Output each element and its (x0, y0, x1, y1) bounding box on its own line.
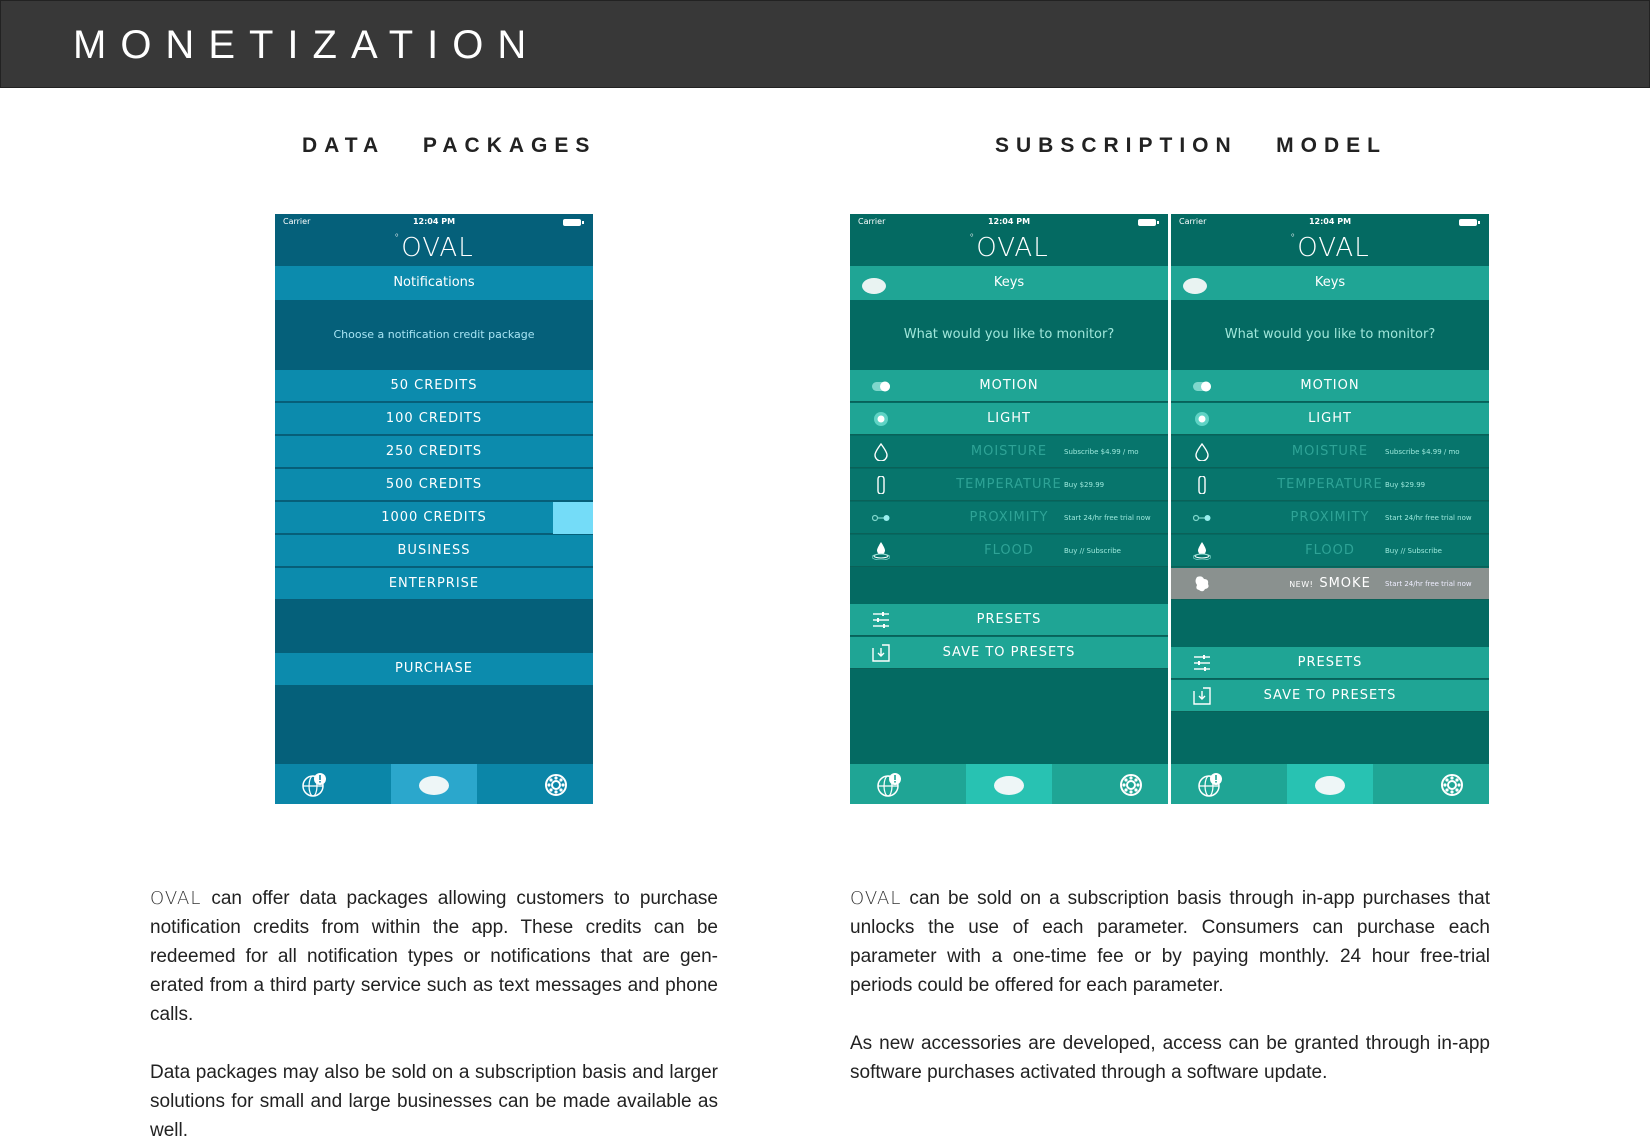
param-moisture[interactable]: MOISTURE Subscribe $4.99 / mo (1171, 436, 1489, 468)
param-temperature[interactable]: TEMPERATURE Buy $29.99 (1171, 469, 1489, 501)
price-note[interactable]: Subscribe $4.99 / mo (1064, 448, 1139, 456)
param-motion[interactable]: MOTION (850, 370, 1168, 402)
param-moisture[interactable]: MOISTURE Subscribe $4.99 / mo (850, 436, 1168, 468)
thermometer-icon (872, 476, 890, 494)
tab-bar (1171, 764, 1489, 804)
light-dot-icon (1193, 410, 1211, 428)
data-packages-heading: DATA PACKAGES (302, 134, 597, 157)
flood-icon (872, 542, 890, 560)
save-to-presets-button[interactable]: SAVE TO PRESETS (1171, 680, 1489, 712)
subscription-paragraph-1: OVAL can be sold on a subscription basis through in-app purchases that unlocks the use of each parameter. Consumers can purchase each parameter with a one-time fee or by paying monthly. 24 hour free-trial periods could be offered for each parameter. (850, 888, 1490, 996)
carrier-label: Carrier (858, 217, 886, 226)
tab-settings[interactable] (1373, 764, 1489, 804)
oval-logo: °OVAL (394, 233, 474, 263)
notifications-title: Notifications (275, 266, 593, 300)
param-motion[interactable]: MOTION (1171, 370, 1489, 402)
light-dot-icon (872, 410, 890, 428)
subscription-model-heading: SUBSCRIPTION MODEL (995, 134, 1388, 157)
oval-device-icon (862, 278, 886, 294)
toggle-icon (872, 377, 890, 395)
subscription-paragraph-2: As new accessories are developed, access can be granted through in-app software purchases activated through a software update. (850, 1033, 1490, 1083)
carrier-label: Carrier (1179, 217, 1207, 226)
oval-device-icon (994, 776, 1024, 795)
new-badge: NEW! (1289, 580, 1314, 589)
price-note[interactable]: Buy // Subscribe (1064, 547, 1121, 555)
subscription-phone-a (850, 214, 1168, 804)
presets-button[interactable]: PRESETS (1171, 647, 1489, 679)
package-option[interactable]: 50 CREDITS (275, 370, 593, 402)
battery-icon (1138, 219, 1156, 226)
param-light[interactable]: LIGHT (850, 403, 1168, 435)
smoke-icon (1193, 575, 1211, 593)
clock: 12:04 PM (412, 217, 456, 226)
price-note[interactable]: Subscribe $4.99 / mo (1385, 448, 1460, 456)
price-note[interactable]: Buy // Subscribe (1385, 547, 1442, 555)
tab-settings[interactable] (1052, 764, 1168, 804)
oval-logo: °OVAL (1290, 233, 1370, 263)
thermometer-icon (1193, 476, 1211, 494)
proximity-icon (1193, 509, 1211, 527)
monitor-prompt: What would you like to monitor? (903, 327, 1115, 342)
presets-button[interactable]: PRESETS (850, 604, 1168, 636)
water-drop-icon (872, 443, 890, 461)
data-packages-paragraph-2: Data packages may also be sold on a subscription basis and larger solutions for small and large businesses can be made available as well. (150, 1062, 718, 1141)
oval-device-icon (1183, 278, 1207, 294)
save-to-presets-button[interactable]: SAVE TO PRESETS (850, 637, 1168, 669)
oval-device-icon (1315, 776, 1345, 795)
data-packages-paragraph-1: OVAL can offer data packages allowing customers to purchase notification credits from within the app. These credits can be redeemed for all notification types or notifications that are gen-erated from a third party service such as text messages and phone calls. (150, 888, 718, 1025)
package-option[interactable]: ENTERPRISE (275, 568, 593, 600)
globe-alert-icon (876, 772, 902, 798)
proximity-icon (872, 509, 890, 527)
globe-alert-icon (1197, 772, 1223, 798)
tab-bar (850, 764, 1168, 804)
status-bar (1171, 214, 1489, 230)
globe-alert-icon (301, 772, 327, 798)
tab-alerts[interactable] (1171, 764, 1287, 804)
price-note[interactable]: Start 24/hr free trial now (1385, 514, 1472, 522)
water-drop-icon (1193, 443, 1211, 461)
flood-icon (1193, 542, 1211, 560)
page-title: MONETIZATION (73, 23, 541, 67)
carrier-label: Carrier (283, 217, 311, 226)
tab-device[interactable] (391, 764, 477, 804)
param-temperature[interactable]: TEMPERATURE Buy $29.99 (850, 469, 1168, 501)
keys-title: Keys (850, 266, 1168, 300)
package-option[interactable]: BUSINESS (275, 535, 593, 567)
selection-indicator (553, 502, 593, 534)
param-flood[interactable]: FLOOD Buy // Subscribe (1171, 535, 1489, 567)
tab-device[interactable] (966, 764, 1052, 804)
price-note[interactable]: Buy $29.99 (1385, 481, 1426, 489)
price-note[interactable]: Start 24/hr free trial now (1385, 580, 1472, 588)
status-bar (850, 214, 1168, 230)
gear-icon (543, 772, 569, 798)
param-proximity[interactable]: PROXIMITY Start 24/hr free trial now (850, 502, 1168, 534)
tab-bar (275, 764, 593, 804)
package-option-selected[interactable]: 1000 CREDITS (275, 502, 593, 534)
tab-settings[interactable] (477, 764, 593, 804)
oval-device-icon (419, 776, 449, 795)
status-bar (275, 214, 593, 230)
purchase-button[interactable]: PURCHASE (275, 653, 593, 685)
param-light[interactable]: LIGHT (1171, 403, 1489, 435)
oval-logo: °OVAL (969, 233, 1049, 263)
gear-icon (1118, 772, 1144, 798)
sliders-icon (1193, 654, 1211, 672)
battery-icon (1459, 219, 1477, 226)
data-packages-phone (275, 214, 593, 804)
price-note[interactable]: Buy $29.99 (1064, 481, 1105, 489)
battery-icon (563, 219, 581, 226)
package-prompt: Choose a notification credit package (333, 328, 535, 341)
tab-alerts[interactable] (275, 764, 391, 804)
clock: 12:04 PM (987, 217, 1031, 226)
param-flood[interactable]: FLOOD Buy // Subscribe (850, 535, 1168, 567)
sliders-icon (872, 611, 890, 629)
tab-alerts[interactable] (850, 764, 966, 804)
package-option[interactable]: 500 CREDITS (275, 469, 593, 501)
save-icon (1193, 687, 1211, 705)
clock: 12:04 PM (1308, 217, 1352, 226)
toggle-icon (1193, 377, 1211, 395)
keys-title: Keys (1171, 266, 1489, 300)
param-proximity[interactable]: PROXIMITY Start 24/hr free trial now (1171, 502, 1489, 534)
save-icon (872, 644, 890, 662)
gear-icon (1439, 772, 1465, 798)
price-note[interactable]: Start 24/hr free trial now (1064, 514, 1151, 522)
monitor-prompt: What would you like to monitor? (1224, 327, 1436, 342)
param-smoke[interactable]: NEW! SMOKE Start 24/hr free trial now (1171, 568, 1489, 600)
package-option[interactable]: 100 CREDITS (275, 403, 593, 435)
package-option[interactable]: 250 CREDITS (275, 436, 593, 468)
page-header (0, 0, 1650, 88)
tab-device[interactable] (1287, 764, 1373, 804)
subscription-phone-b (1171, 214, 1489, 804)
